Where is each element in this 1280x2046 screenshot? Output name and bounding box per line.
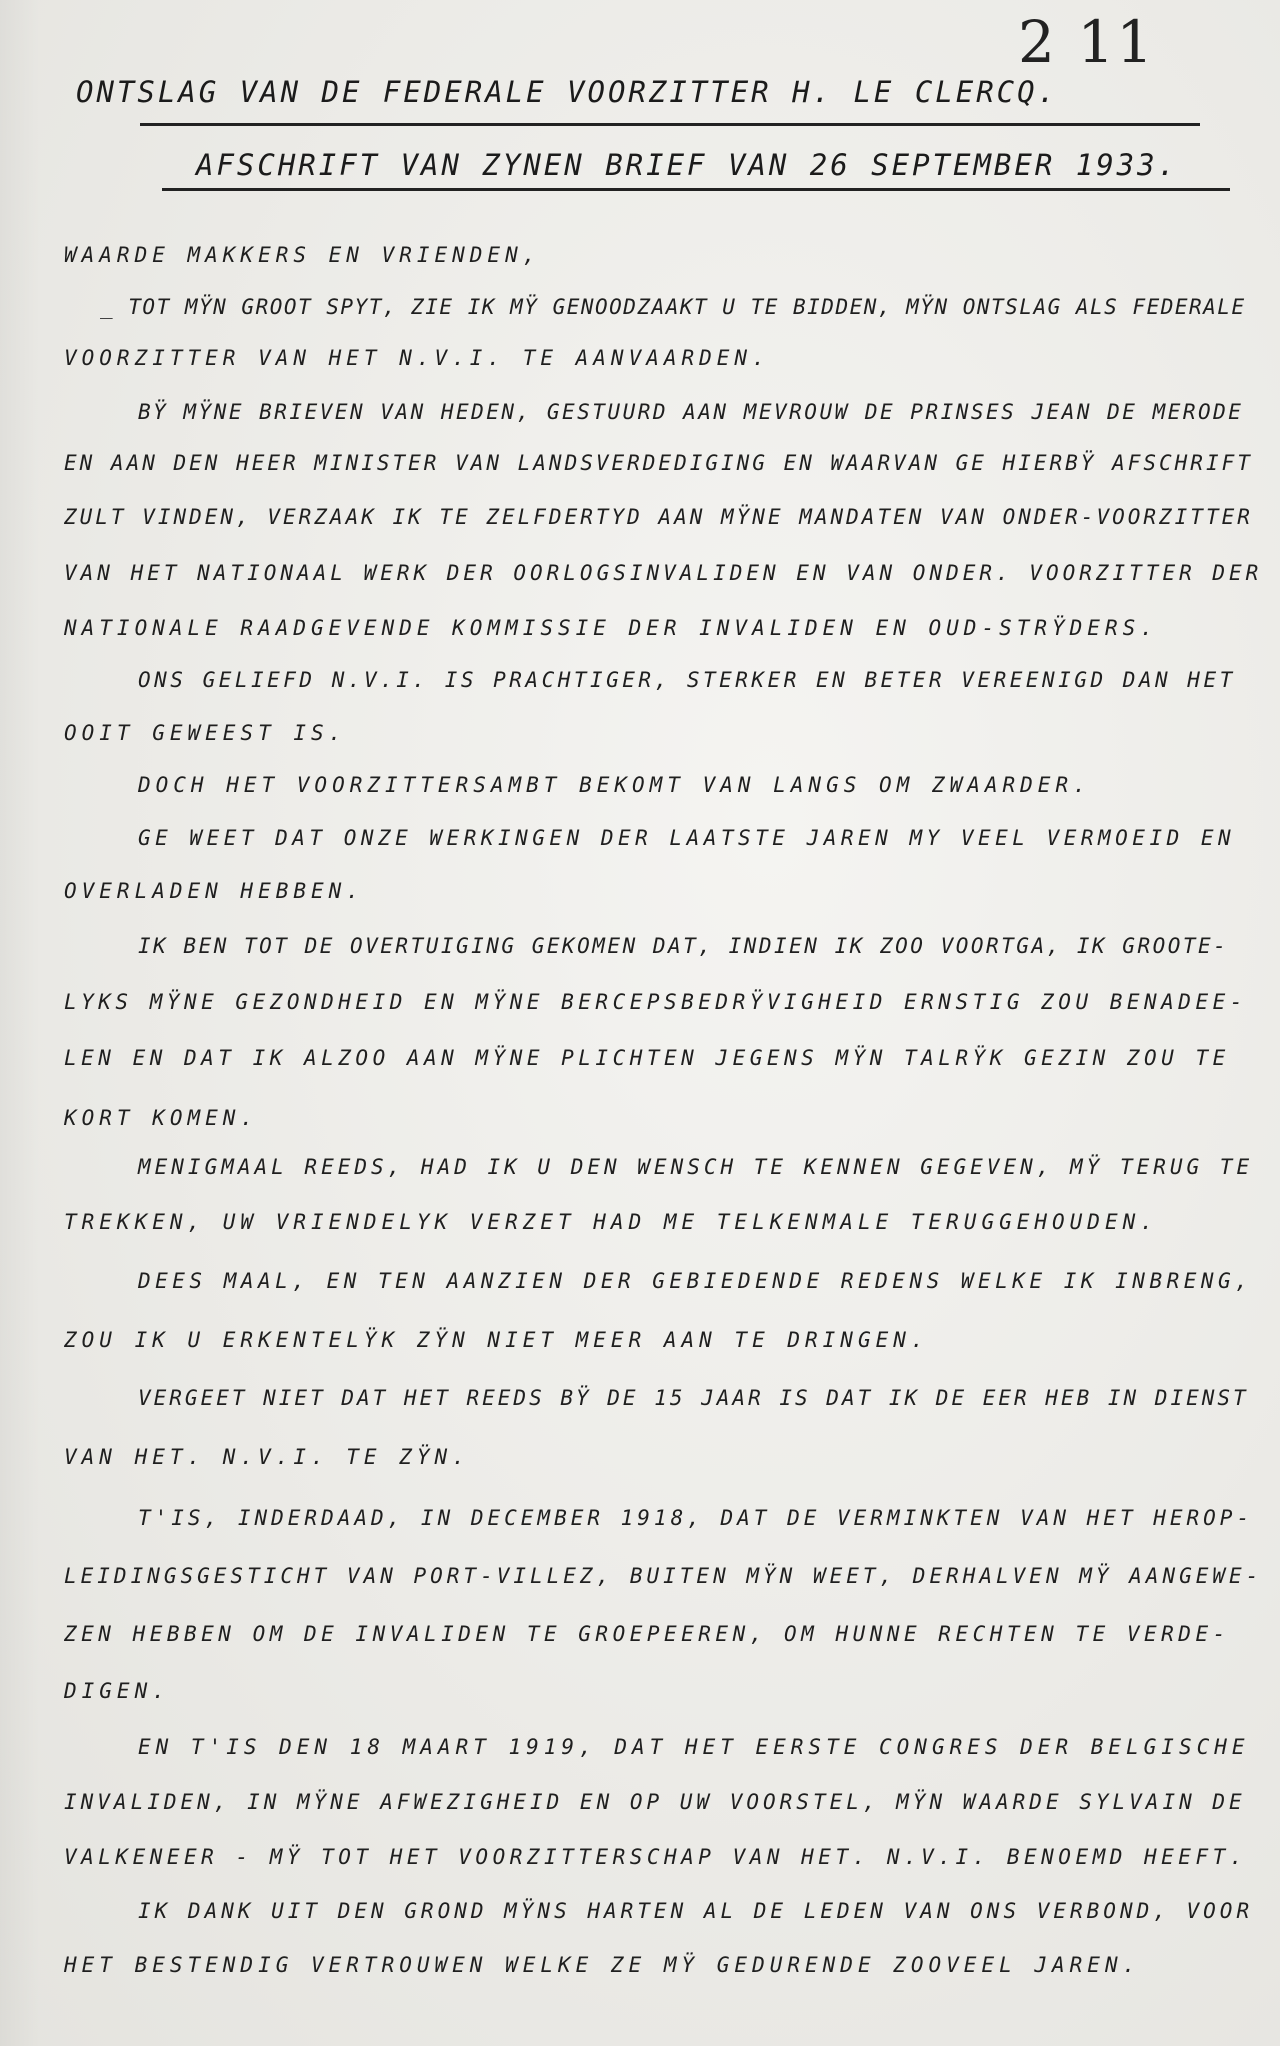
letter-line: IK BEN TOT DE OVERTUIGING GEKOMEN DAT, INDIEN IK ZOO VOORTGA, IK GROOTE- — [138, 934, 1229, 958]
letter-line: ONS GELIEFD N.V.I. IS PRACHTIGER, STERKER EN BETER VEREENIGD DAN HET — [138, 668, 1236, 692]
letter-line: MENIGMAAL REEDS, HAD IK U DEN WENSCH TE KENNEN GEGEVEN, MŸ TERUG TE — [138, 1155, 1254, 1179]
letter-line: T'IS, INDERDAAD, IN DECEMBER 1918, DAT DE VERMINKTEN VAN HET HEROP- — [138, 1506, 1254, 1530]
letter-line: EN AAN DEN HEER MINISTER VAN LANDSVERDEDIGING EN WAARVAN GE HIERBŸ AFSCHRIFT — [64, 451, 1253, 475]
letter-line: _ TOT MŸN GROOT SPYT, ZIE IK MŸ GENOODZAAKT U TE BIDDEN, MŸN ONTSLAG ALS FEDERALE — [100, 295, 1246, 319]
letter-line: LEIDINGSGESTICHT VAN PORT-VILLEZ, BUITEN MŸN WEET, DERHALVEN MŸ AANGEWE- — [64, 1564, 1263, 1588]
letter-line: VERGEET NIET DAT HET REEDS BŸ DE 15 JAAR IS DAT IK DE EER HEB IN DIENST — [138, 1386, 1249, 1410]
letter-line: VAN HET. N.V.I. TE ZŸN. — [64, 1445, 470, 1469]
letter-salutation: WAARDE MAKKERS EN VRIENDEN, — [64, 243, 541, 267]
letter-line: HET BESTENDIG VERTROUWEN WELKE ZE MŸ GEDURENDE ZOOVEEL JAREN. — [64, 1953, 1141, 1977]
letter-line: LYKS MŸNE GEZONDHEID EN MŸNE BERCEPSBEDRŸVIGHEID ERNSTIG ZOU BENADEE- — [64, 990, 1247, 1014]
letter-line: VOORZITTER VAN HET N.V.I. TE AANVAARDEN. — [64, 346, 770, 370]
letter-line: DIGEN. — [64, 1679, 170, 1703]
letter-line: OVERLADEN HEBBEN. — [64, 879, 364, 903]
letter-line: IK DANK UIT DEN GROND MŸNS HARTEN AL DE LEDEN VAN ONS VERBOND, VOOR — [138, 1899, 1254, 1923]
title-underline — [140, 123, 1200, 126]
subtitle-underline — [162, 188, 1230, 191]
letter-line: NATIONALE RAADGEVENDE KOMMISSIE DER INVALIDEN EN OUD-STRŸDERS. — [64, 616, 1158, 640]
letter-line: VALKENEER - MŸ TOT HET VOORZITTERSCHAP VAN HET. N.V.I. BENOEMD HEEFT. — [64, 1845, 1247, 1869]
letter-line: DEES MAAL, EN TEN AANZIEN DER GEBIEDENDE REDENS WELKE IK INBRENG, — [138, 1269, 1253, 1293]
letter-line: VAN HET NATIONAAL WERK DER OORLOGSINVALIDEN EN VAN ONDER. VOORZITTER DER — [64, 561, 1263, 585]
letter-line: ZEN HEBBEN OM DE INVALIDEN TE GROEPEEREN, OM HUNNE RECHTEN TE VERDE- — [64, 1622, 1230, 1646]
letter-line: ZOU IK U ERKENTELŸK ZŸN NIET MEER AAN TE DRINGEN. — [64, 1328, 929, 1352]
page-number: 2 11 — [1018, 8, 1156, 76]
letter-line: OOIT GEWEEST IS. — [64, 721, 347, 745]
letter-line: KORT KOMEN. — [64, 1106, 259, 1130]
letter-line: LEN EN DAT IK ALZOO AAN MŸNE PLICHTEN JEGENS MŸN TALRŸK GEZIN ZOU TE — [64, 1046, 1230, 1070]
letter-line: DOCH HET VOORZITTERSAMBT BEKOMT VAN LANGS OM ZWAARDER. — [138, 773, 1091, 797]
letter-line: TREKKEN, UW VRIENDELYK VERZET HAD ME TELKENMALE TERUGGEHOUDEN. — [64, 1210, 1158, 1234]
document-subtitle: AFSCHRIFT VAN ZYNEN BRIEF VAN 26 SEPTEMBER 1933. — [196, 148, 1179, 182]
document-title: ONTSLAG VAN DE FEDERALE VOORZITTER H. LE CLERCQ. — [76, 75, 1059, 109]
letter-line: EN T'IS DEN 18 MAART 1919, DAT HET EERSTE CONGRES DER BELGISCHE — [138, 1735, 1250, 1759]
letter-line: ZULT VINDEN, VERZAAK IK TE ZELFDERTYD AAN MŸNE MANDATEN VAN ONDER-VOORZITTER — [64, 505, 1253, 529]
letter-line: INVALIDEN, IN MŸNE AFWEZIGHEID EN OP UW VOORSTEL, MŸN WAARDE SYLVAIN DE — [64, 1790, 1246, 1814]
letter-line: BŸ MŸNE BRIEVEN VAN HEDEN, GESTUURD AAN MEVROUW DE PRINSES JEAN DE MERODE — [138, 400, 1244, 424]
letter-line: GE WEET DAT ONZE WERKINGEN DER LAATSTE JAREN MY VEEL VERMOEID EN — [138, 826, 1236, 850]
